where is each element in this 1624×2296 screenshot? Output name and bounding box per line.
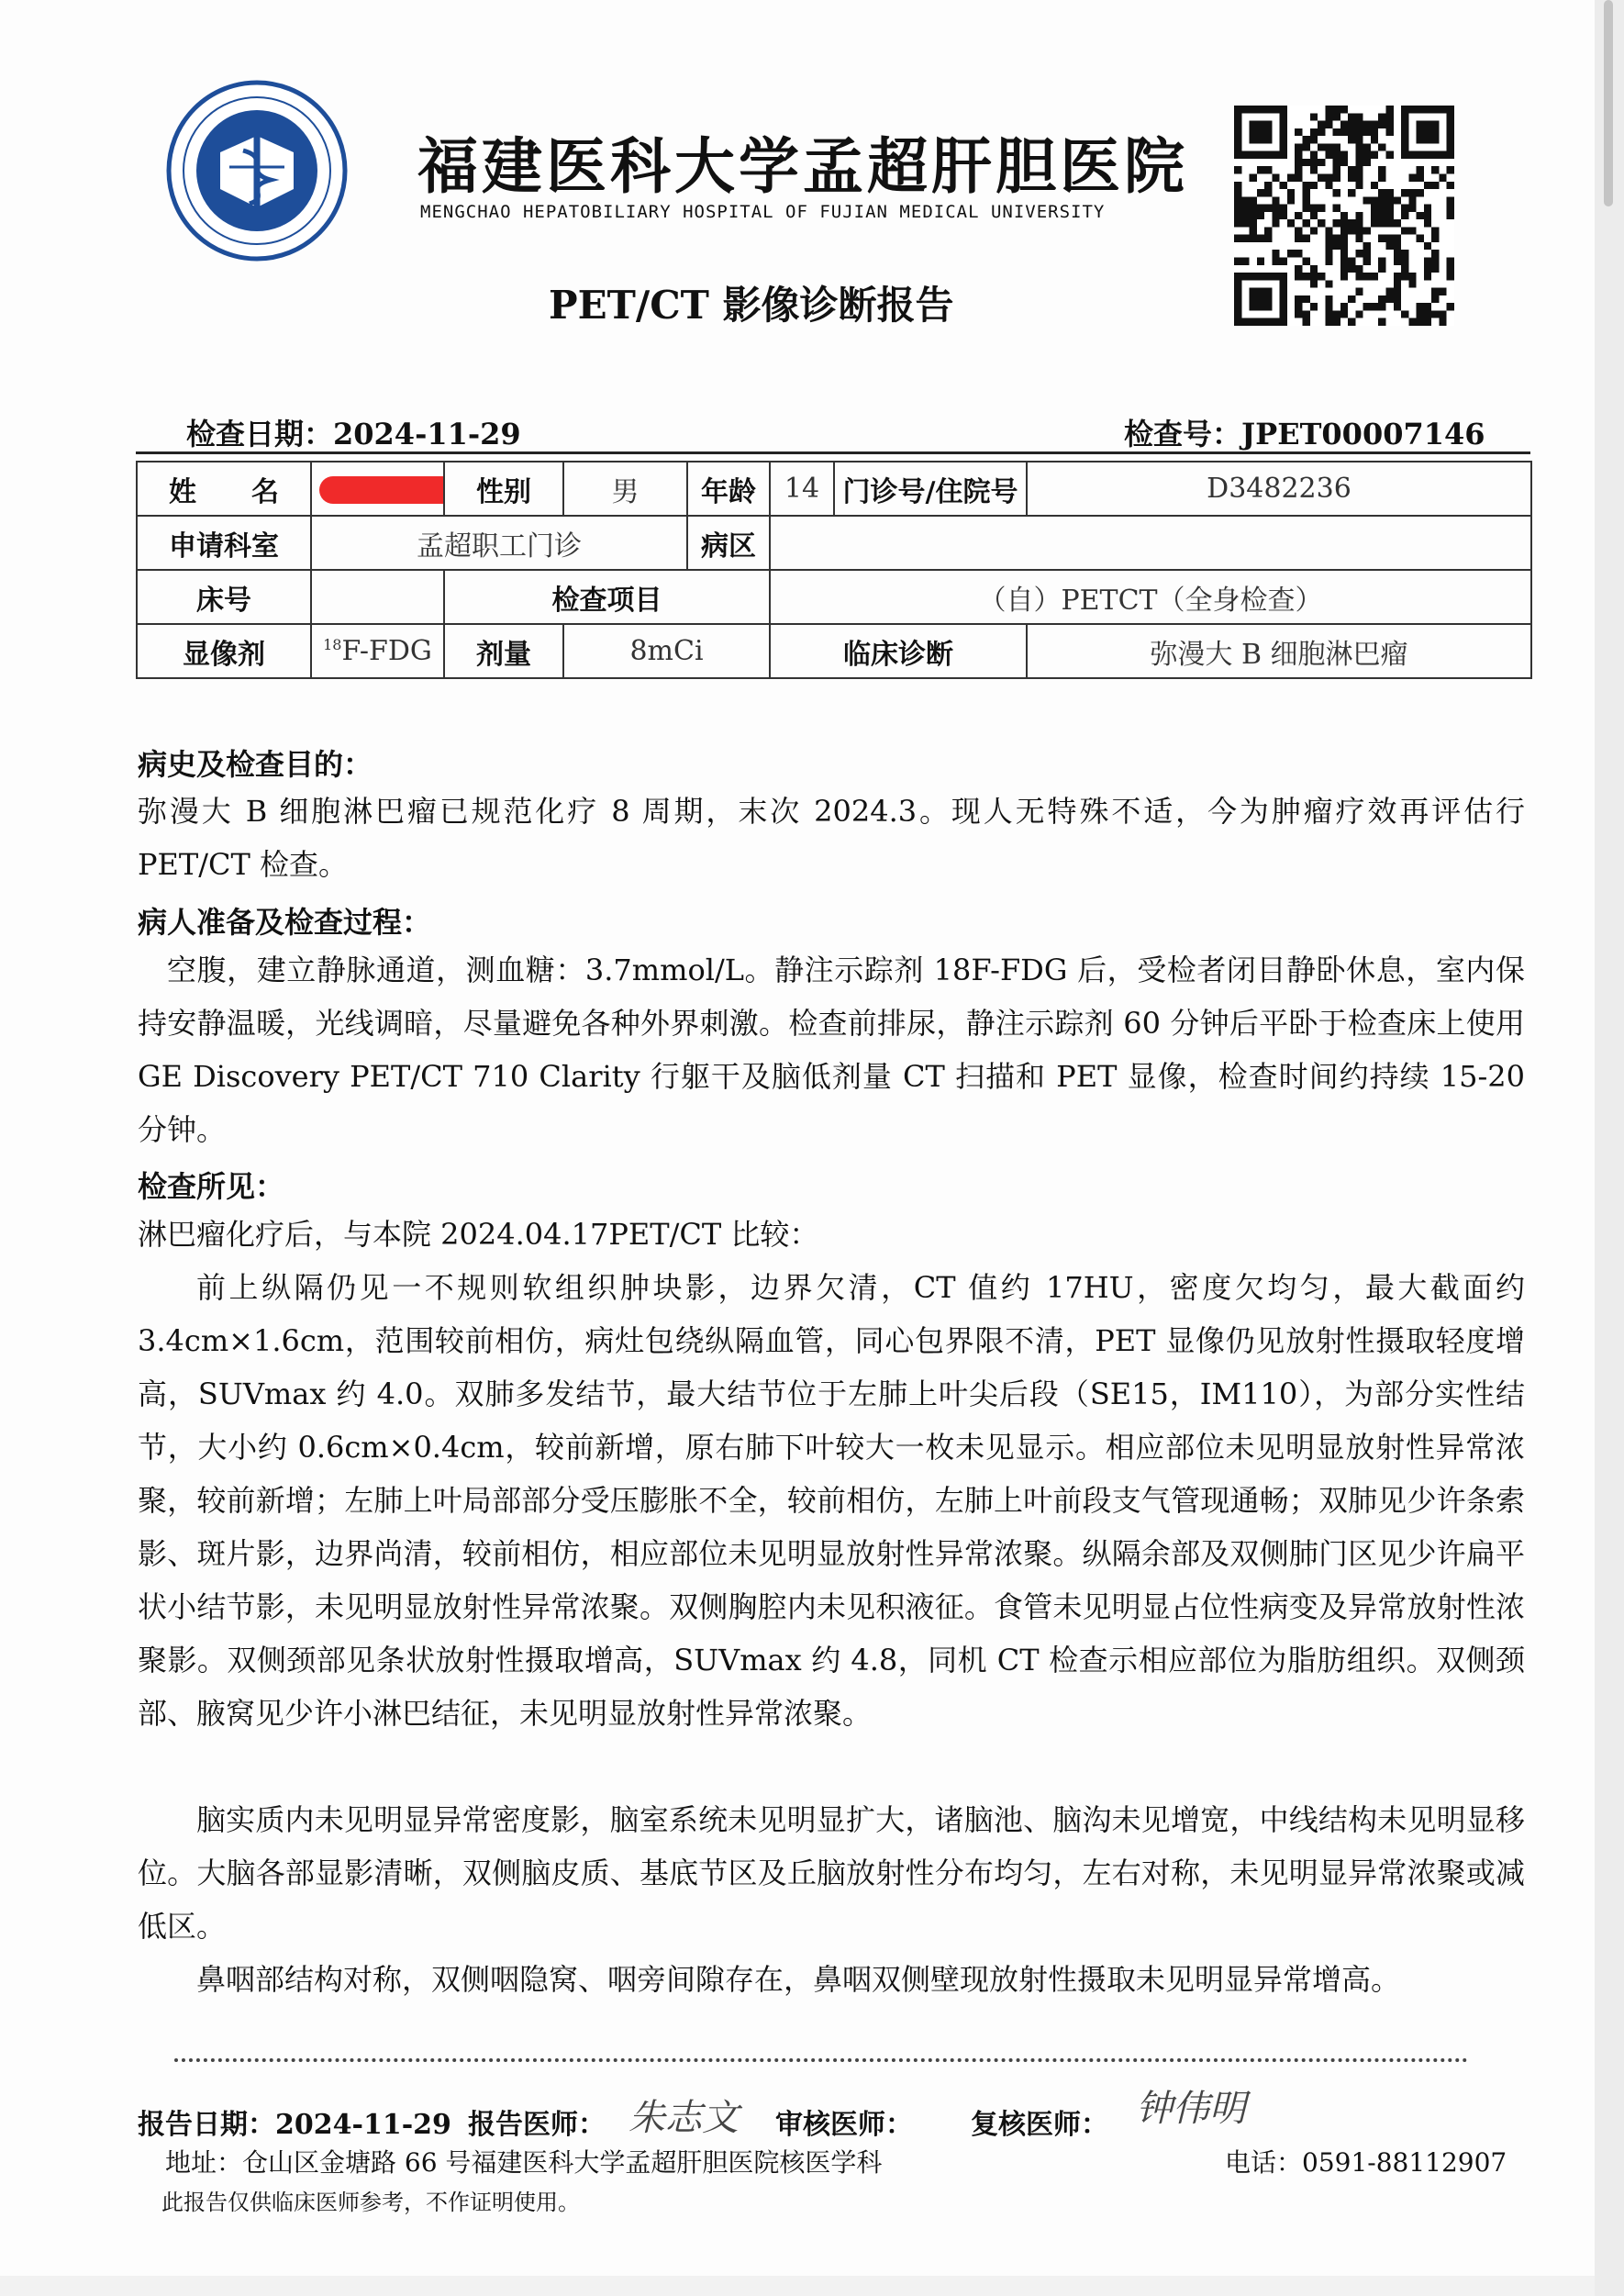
review-doctor-label: 审核医师： <box>775 2109 913 2141</box>
gender-value: 男 <box>563 462 687 516</box>
agent-label: 显像剂 <box>137 624 311 678</box>
gender-label: 性别 <box>444 462 563 516</box>
dept-label: 申请科室 <box>137 516 311 570</box>
phone: 电话：0591-88112907 <box>1225 2147 1507 2178</box>
diagnosis-label: 临床诊断 <box>770 624 1027 678</box>
report-title: PET/CT 影像诊断报告 <box>549 283 954 328</box>
table-row <box>137 570 1531 624</box>
qr-code-icon <box>1234 106 1454 326</box>
scrollbar[interactable] <box>1595 0 1624 2296</box>
findings-title: 检查所见： <box>138 1169 285 1204</box>
hospital-logo <box>165 79 349 262</box>
scrollbar-thumb[interactable] <box>1604 0 1613 206</box>
agent-name: F-FDG <box>341 635 432 667</box>
hospital-name-en: MENGCHAO HEPATOBILIARY HOSPITAL OF FUJIAN MEDICAL UNIVERSITY <box>420 202 1106 222</box>
prep-title: 病人准备及检查过程： <box>138 905 432 940</box>
report-doctor-signature: 朱志文 <box>628 2097 739 2139</box>
age-value: 14 <box>770 462 834 516</box>
findings-paragraph-2: 脑实质内未见明显异常密度影，脑室系统未见明显扩大，诸脑池、脑沟未见增宽，中线结构未见明显移位。大脑各部显影清晰，双侧脑皮质、基底节区及丘脑放射性分布均匀，左右对称，未见明显异常浓聚或减低区。 <box>138 1802 1525 1944</box>
prep-text: 空腹，建立静脉通道，测血糖：3.7mmol/L。静注示踪剂 18F-FDG 后，受检者闭目静卧休息，室内保持安静温暖，光线调暗，尽量避免各种外界刺激。检查前排尿，静注示踪剂 60 分钟后平卧于检查床上使用 GE Discovery PET/CT 710 Clarity 行躯干及脑低剂量 CT 扫描和 PET 显像，检查时间约持续 15-20 分钟。 <box>138 953 1525 1147</box>
dept-value: 孟超职工门诊 <box>311 516 687 570</box>
history-title: 病史及检查目的： <box>138 747 373 782</box>
header-divider <box>136 451 1530 454</box>
diagnosis-value: 弥漫大 B 细胞淋巴瘤 <box>1027 624 1531 678</box>
patient-info-table <box>136 461 1532 679</box>
dotted-divider <box>174 2058 1468 2062</box>
recheck-doctor-signature: 钟伟明 <box>1136 2088 1246 2130</box>
dose-label: 剂量 <box>444 624 563 678</box>
report-doctor-label: 报告医师： <box>468 2109 606 2141</box>
ward-value <box>770 516 1531 570</box>
dose-value: 8mCi <box>563 624 770 678</box>
hospital-name: 福建医科大学孟超肝胆医院 <box>417 130 1188 202</box>
recheck-doctor-label: 复核医师： <box>971 2109 1108 2141</box>
findings-intro: 淋巴瘤化疗后，与本院 2024.04.17PET/CT 比较： <box>138 1217 819 1252</box>
age-label: 年龄 <box>687 462 770 516</box>
table-row <box>137 516 1531 570</box>
agent-value <box>311 624 444 678</box>
table-row <box>137 624 1531 678</box>
visit-no-label: 门诊号/住院号 <box>834 462 1027 516</box>
patient-name-redacted <box>311 462 444 516</box>
name-label: 姓 名 <box>137 462 311 516</box>
findings-paragraph-1: 前上纵隔仍见一不规则软组织肿块影，边界欠清，CT 值约 17HU，密度欠均匀，最大截面约 3.4cm×1.6cm，范围较前相仿，病灶包绕纵隔血管，同心包界限不清，PET 显像仍见放射性摄取轻度增高，SUVmax 约 4.0。双肺多发结节，最大结节位于左肺上叶尖后段（SE15，IM110），为部分实性结节，大小约 0.6cm×0.4cm，较前新增，原右肺下叶较大一枚未见显示。相应部位未见明显放射性异常浓聚，较前新增；左肺上叶局部部分受压膨胀不全，较前相仿，左肺上叶前段支气管现通畅；双肺见少许条索影、斑片影，边界尚清，较前相仿，相应部位未见明显放射性异常浓聚。纵隔余部及双侧肺门区见少许扁平状小结节影，未见明显放射性异常浓聚。双侧胸腔内未见积液征。食管未见明显占位性病变及异常放射性浓聚影。双侧颈部见条状放射性摄取增高，SUVmax 约 4.8，同机 CT 检查示相应部位为脂肪组织。双侧颈部、腋窝见少许小淋巴结征，未见明显放射性异常浓聚。 <box>138 1270 1525 1731</box>
exam-item-label: 检查项目 <box>444 570 770 624</box>
agent-superscript: 18 <box>323 636 342 653</box>
disclaimer: 此报告仅供临床医师参考，不作证明使用。 <box>161 2190 580 2215</box>
exam-item-value: （自）PETCT（全身检查） <box>770 570 1531 624</box>
exam-number: 检查号：JPET00007146 <box>1124 417 1485 451</box>
ward-label: 病区 <box>687 516 770 570</box>
report-date: 报告日期：2024-11-29 <box>138 2109 451 2141</box>
table-row <box>137 462 1531 516</box>
bed-value <box>311 570 444 624</box>
history-text: 弥漫大 B 细胞淋巴瘤已规范化疗 8 周期，末次 2024.3。现人无特殊不适，今为肿瘤疗效再评估行 PET/CT 检查。 <box>138 794 1525 882</box>
visit-no-value: D3482236 <box>1027 462 1531 516</box>
findings-paragraph-3: 鼻咽部结构对称，双侧咽隐窝、咽旁间隙存在，鼻咽双侧壁现放射性摄取未见明显异常增高。 <box>196 1962 1401 1997</box>
address: 地址：仓山区金塘路 66 号福建医科大学孟超肝胆医院核医学科 <box>165 2147 883 2178</box>
bed-label: 床号 <box>137 570 311 624</box>
exam-date: 检查日期：2024-11-29 <box>186 417 521 451</box>
